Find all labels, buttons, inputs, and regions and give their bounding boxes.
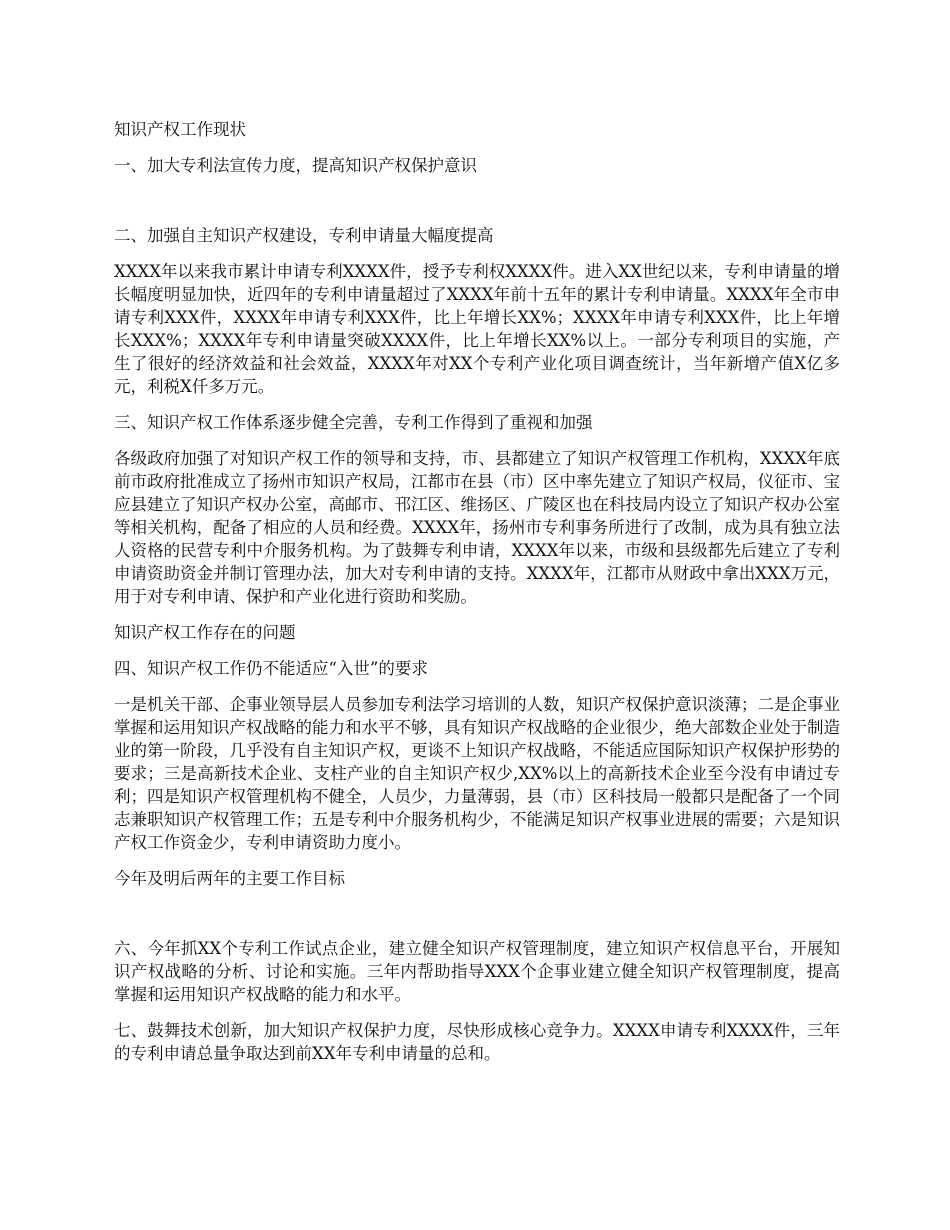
body-paragraph-2: XXXX年以来我市累计申请专利XXXX件，授予专利权XXXX件。进入XX世纪以来，专利申请量的增长幅度明显加快，近四年的专利申请量超过了XXXX年前十五年的累计专利申请量。XXXX年全市申请专利XXX件，XXXX年申请专利XXX件，比上年增长XX%；XXXX年申请专利XXX件，比上年增长XXX%；XXXX年专利申请量突破XXXX件，比上年增长XX%以上。一部分专利项目的实施，产生了很好的经济效益和社会效益，XXXX年对XX个专利产业化项目调查统计，当年新增产值X亿多元，利税X仟多万元。 — [114, 262, 840, 396]
heading-item-3: 三、知识产权工作体系逐步健全完善，专利工作得到了重视和加强 — [114, 413, 593, 432]
section-heading-status: 知识产权工作现状 — [114, 120, 246, 139]
body-paragraph-3: 各级政府加强了对知识产权工作的领导和支持，市、县都建立了知识产权管理工作机构，XXXX年底前市政府批准成立了扬州市知识产权局，江都市在县（市）区中率先建立了知识产权局，仪征市、宝应县建立了知识产权办公室，高邮市、邗江区、维扬区、广陵区也在科技局内设立了知识产权办公室等相关机构，配备了相应的人员和经费。XXXX年，扬州市专利事务所进行了改制，成为具有独立法人资格的民营专利中介服务机构。为了鼓舞专利申请，XXXX年以来，市级和县级都先后建立了专利申请资助资金并制订管理办法，加大对专利申请的支持。XXXX年，江都市从财政中拿出XXX万元，用于对专利申请、保护和产业化进行资助和奖励。 — [114, 449, 840, 606]
body-paragraph-6: 六、今年抓XX个专利工作试点企业，建立健全知识产权管理制度，建立知识产权信息平台，开展知识产权战略的分析、讨论和实施。三年内帮助指导XXX个企事业建立健全知识产权管理制度，提高掌握和运用知识产权战略的能力和水平。 — [114, 939, 840, 1004]
section-heading-problems: 知识产权工作存在的问题 — [114, 623, 296, 642]
body-paragraph-4: 一是机关干部、企事业领导层人员参加专利法学习培训的人数，知识产权保护意识淡薄；二是企事业掌握和运用知识产权战略的能力和水平不够，具有知识产权战略的企业很少，绝大部数企业处于制造业的第一阶段，几乎没有自主知识产权，更谈不上知识产权战略，不能适应国际知识产权保护形势的要求；三是高新技术企业、支柱产业的自主知识产权少,XX%以上的高新技术企业至今没有申请过专利；四是知识产权管理机构不健全，人员少，力量薄弱，县（市）区科技局一般都只是配备了一个同志兼职知识产权管理工作；五是专利中介服务机构少，不能满足知识产权事业进展的需要；六是知识产权工作资金少，专利申请资助力度小。 — [114, 695, 840, 852]
document-body — [114, 118, 840, 1078]
heading-item-2: 二、加强自主知识产权建设，专利申请量大幅度提高 — [114, 226, 494, 245]
section-heading-goals: 今年及明后两年的主要工作目标 — [114, 869, 345, 888]
heading-item-1: 一、加大专利法宣传力度，提高知识产权保护意识 — [114, 156, 477, 175]
heading-item-4: 四、知识产权工作仍不能适应“入世”的要求 — [114, 659, 428, 678]
blank-spacer — [114, 903, 840, 937]
body-paragraph-7: 七、鼓舞技术创新，加大知识产权保护力度，尽快形成核心竞争力。XXXX申请专利XXXX件，三年的专利申请总量争取达到前XX年专利申请量的总和。 — [114, 1021, 840, 1063]
blank-spacer — [114, 190, 840, 224]
